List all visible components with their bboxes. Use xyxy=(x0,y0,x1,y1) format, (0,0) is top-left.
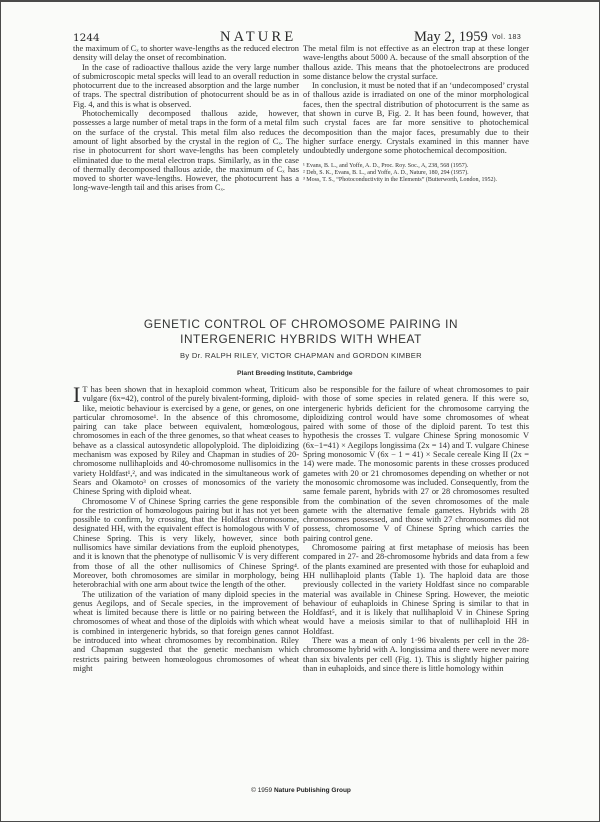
paragraph: In conclusion, it must be noted that if an ‘undecomposed’ crystal of thallous azide is irradiated on one of the minor morphological faces, then the spectral distribution of photocurrent is the same as that shown in curve B, Fig. 2. It has been found, however, that such crystal faces are far more sensitive to photochemical decomposition than the major faces, presumably due to their higher surface energy. Crystals examined in this manner have undoubtedly undergone some photochemical decomposition. xyxy=(303,81,529,156)
previous-article-left-column xyxy=(73,44,299,193)
drop-cap: I xyxy=(73,382,81,407)
copyright-footer xyxy=(1,787,600,794)
references xyxy=(303,163,529,185)
paragraph: also be responsible for the failure of wheat chromosomes to pair with those of some species in related genera. If this were so, intergeneric hybrids deficient for the chromosome carrying the diploidizing control would have some chromosomes of wheat paired with some of those of the diploid parent. To test this hypothesis the crosses T. vulgare Chinese Spring monosomic V (6x−1=41) × Aegilops longissima (2x = 14) and T. vulgare Chinese Spring monosomic V (6x − 1 = 41) × Secale cereale King II (2x = 14) were made. The monosomic parents in these crosses produced gametes with 20 or 21 chromosomes depending on whether or not the monosomic chromosome was included. Consequently, from the same female parent, hybrids with 27 or 28 chromosomes resulted from the combination of the seven chromosomes of the male gamete with the alternative female gametes. Hybrids with 28 chromosomes possessed, and those with 27 chromosomes did not possess, chromosome V of Chinese Spring which carries the pairing control gene. xyxy=(303,385,529,543)
journal-name: NATURE xyxy=(220,29,297,45)
affiliation: Plant Breeding Institute, Cambridge xyxy=(237,370,353,377)
paragraph: In the case of radioactive thallous azide the very large number of submicroscopic metal specks will lead to an overall reduction in photocurrent due to the increased absorption and the large number of traps. The spectral distribution of photocurrent should be as in Fig. 4, and this is what is observed. xyxy=(73,62,299,109)
publisher-name: Nature Publishing Group xyxy=(273,787,351,794)
paragraph: the maximum of Cₓ to shorter wave-lengths as the reduced electron density will delay the onset of recombination. xyxy=(73,44,299,63)
paragraph: Chromosome V of Chinese Spring carries the gene responsible for the restriction of homœologous pairing but it has not yet been possible to confirm, by crossing, that the Holdfast chromosome, designated HH, with the equivalent effect is homologous with V of Chinese Spring. This is very likely, however, since both nullisomics have similar deviations from the euploid phenotypes, and it is known that the phenotype of nullisomic V is very different from those of all the other nullisomics of Chinese Spring⁴. Moreover, both chromosomes are similar in morphology, being heterobrachial with one arm about twice the length of the other. xyxy=(73,496,299,590)
reference-item: ¹ Evans, B. L., and Yoffe, A. D., Proc. Roy. Soc., A, 238, 568 (1957). xyxy=(303,162,469,169)
paragraph: Photochemically decomposed thallous azide, however, possesses a large number of metal traps in the form of a metal film on the surface of the crystal. This metal film also reduces the amount of light absorbed by the crystal in the region of Cₓ. The rise in photocurrent for short wave-lengths has been completely eliminated due to the metal electron traps. Similarly, as in the case of thermally decomposed thallous azide, the maximum of Cₓ has moved to shorter wave-lengths. However, the photocurrent has a long-wave-length tail and this arises from Cₓ. xyxy=(73,109,299,193)
paragraph xyxy=(73,382,299,497)
reference-item: ² Deb, S. K., Evans, B. L., and Yoffe, A. D., Nature, 180, 294 (1957). xyxy=(303,169,469,176)
paragraph-text: T has been shown that in hexaploid common wheat, Triticum vulgare (6x=42), control of the purely bivalent-forming, diploid-like, meiotic behaviour is exercised by a gene, or genes, on one particular chromosome¹. In the absence of this chromosome, pairing can take place between equivalent, homœologous, chromosomes in each of the three genomes, so that wheat ceases to behave as a classical autosyndetic allopolyploid. The diploidizing mechanism was exposed by Riley and Chapman in studies of 20-chromosome nullihaploids and 40-chromosome nullisomics in the variety Holdfast¹,², and was indicated in the simultaneous work of Sears and Okamoto³ on crosses of monosomics of the variety Chinese Spring with diploid wheat. xyxy=(73,385,299,497)
paragraph: The metal film is not effective as an electron trap at these longer wave-lengths about 5000 A. because of the small absorption of the thallous azide. This means that the photoelectrons are produced some distance below the crystal surface. xyxy=(303,44,529,81)
author-byline: By Dr. RALPH RILEY, VICTOR CHAPMAN and GORDON KIMBER xyxy=(180,351,422,360)
paragraph: There was a mean of only 1·96 bivalents per cell in the 28-chromosome hybrid with A. longissima and there were never more than six bivalents per cell (Fig. 1). This is slightly higher pairing than in euhaploids, and since there is little homology within xyxy=(303,636,529,673)
paragraph: The utilization of the variation of many diploid species in the genus Aegilops, and of Secale species, in the improvement of wheat is limited because there is little or no pairing between the chromosomes of wheat and those of the diploids with which wheat is combined in intergeneric hybrids, so that foreign genes cannot be introduced into wheat chromosomes by recombination. Riley and Chapman suggested that the genetic mechanism which restricts pairing between homœologous chromosomes of wheat might xyxy=(73,589,299,673)
article-title xyxy=(1,317,600,346)
paragraph: Chromosome pairing at first metaphase of meiosis has been compared in 27- and 28-chromosome hybrids and data from a few of the plants examined are presented with those for euhaploid and HH nullihaploid plants (Table 1). The haploid data are those previously collected in the variety Holdfast since no comparable material was available in Chinese Spring. However, the meiotic behaviour of euhaploids in Chinese Spring is similar to that in Holdfast⁵, and it is likely that nullihaploid V in Chinese Spring would have a meiosis similar to that of nullihaploid HH in Holdfast. xyxy=(303,543,529,636)
page-number: 1244 xyxy=(73,32,100,44)
article-right-column xyxy=(303,385,529,673)
issue-date: May 2, 1959 xyxy=(414,29,488,45)
copyright-year: © 1959 xyxy=(251,787,273,794)
title-line: INTERGENERIC HYBRIDS WITH WHEAT xyxy=(180,331,422,346)
article-left-column xyxy=(73,382,299,673)
previous-article-right-column xyxy=(303,44,529,184)
volume-number: Vol. 183 xyxy=(492,34,522,41)
reference-item: ³ Moss, T. S., “Photoconductivity in the Elements” (Butterworth, London, 1952). xyxy=(303,176,498,183)
title-line: GENETIC CONTROL OF CHROMOSOME PAIRING IN xyxy=(143,317,459,331)
